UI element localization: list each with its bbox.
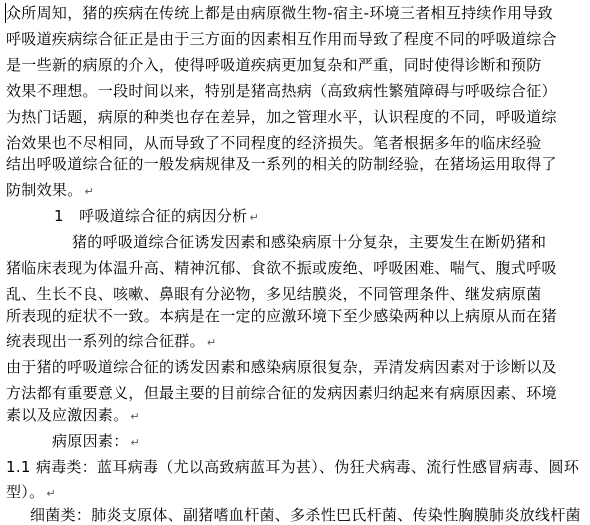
text-line: 众所周知，猪的疾病在传统上都是由病原微生物-宿主-环境三者相互持续作用导致 xyxy=(6,4,553,22)
text-line: 猪临床表现为体温升高、精神沉郁、食欲不振或废绝、呼吸困难、喘气、腹式呼吸 xyxy=(6,259,557,277)
paragraph-mark: ↵ xyxy=(249,211,259,224)
section-heading: 1 呼吸道综合征的病因分析 ↵ xyxy=(54,207,259,225)
text-line: 素以及应激因素。 ↵ xyxy=(6,406,140,424)
text-line: 为热门话题，病原的种类也存在差异，加之管理水平，认识程度的不同，呼吸道综 xyxy=(6,108,557,126)
paragraph-mark: ↵ xyxy=(130,410,140,423)
text-line: 呼吸道疾病综合征正是由于三方面的因素相互作用而导致了程度不同的呼吸道综合 xyxy=(6,30,557,48)
subheading: 病原因素： ↵ xyxy=(52,432,141,450)
text-line: 1.1 病毒类：蓝耳病毒（尤以高致病蓝耳为甚）、伪狂犬病毒、流行性感冒病毒、圆环 xyxy=(6,458,580,476)
paragraph-mark: ↵ xyxy=(46,487,56,500)
paragraph-mark: ↵ xyxy=(84,185,95,198)
text-line: 方法都有重要意义，但最主要的目前综合征的发病因素归纳起来有病原因素、环境 xyxy=(6,384,557,402)
text-line: 效果不理想。一段时间以来，特别是猪高热病（高致病性繁殖障碍与呼吸综合征） xyxy=(6,82,557,100)
text-line: 细菌类：肺炎支原体、副猪嗜血杆菌、多杀性巴氏杆菌、传染性胸膜肺炎放线杆菌 xyxy=(30,506,581,524)
text-line: 由于猪的呼吸道综合征的诱发因素和感染病原很复杂，弄清发病因素对于诊断以及 xyxy=(6,358,557,376)
text-line: 型）。 ↵ xyxy=(6,483,56,501)
paragraph-mark: ↵ xyxy=(130,436,141,449)
text-line: 治效果也不尽相同，从而导致了不同程度的经济损失。笔者根据多年的临床经验 xyxy=(6,134,542,152)
text-line: 是一些新的病原的介入，使得呼吸道疾病更加复杂和严重，同时使得诊断和预防 xyxy=(6,56,542,74)
text-line: 统表现出一系列的综合征群。 ↵ xyxy=(6,332,217,350)
text-line: 乱、生长不良、咳嗽、鼻眼有分泌物，多见结膜炎，不同管理条件、继发病原菌 xyxy=(6,285,542,303)
text-line: 所表现的症状不一致。本病是在一定的应激环境下至少感染两种以上病原从而在猪 xyxy=(6,307,557,325)
text-line: 防制效果。 ↵ xyxy=(6,181,95,199)
paragraph-mark: ↵ xyxy=(206,336,217,349)
text-line: 猪的呼吸道综合征诱发因素和感染病原十分复杂，主要发生在断奶猪和 xyxy=(72,233,547,251)
text-line: 结出呼吸道综合征的一般发病规律及一系列的相关的防制经验，在猪场运用取得了 xyxy=(6,155,557,173)
